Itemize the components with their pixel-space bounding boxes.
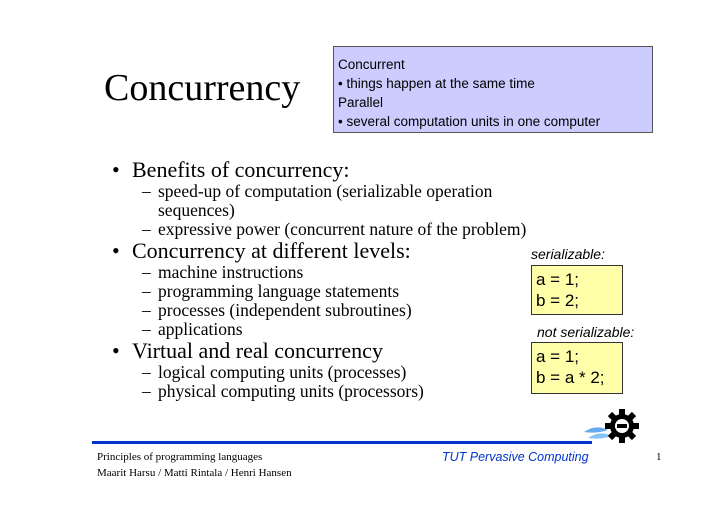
bullet-marker: •: [112, 238, 120, 263]
sub-bullet-item: [112, 382, 552, 401]
definition-line: • several computation units in one computer: [338, 114, 601, 129]
bullet-text: Concurrency at different levels:: [132, 238, 411, 263]
sub-bullet-text: applications: [158, 319, 243, 339]
bullet-item: [112, 239, 552, 263]
code-line: a = 1;: [536, 270, 580, 289]
sub-bullet-text: speed-up of computation (serializable operation sequences): [158, 181, 493, 220]
slide-title: Concurrency: [104, 67, 301, 109]
serializable-code-box: [531, 265, 623, 315]
definition-line: • things happen at the same time: [338, 76, 535, 91]
bullet-list: [112, 158, 552, 401]
sub-bullet-marker: –: [142, 262, 151, 282]
code-line: b = a * 2;: [536, 368, 605, 387]
sub-bullet-item: [112, 320, 552, 339]
sub-bullet-text: programming language statements: [158, 281, 400, 301]
footer-authors: Maarit Harsu / Matti Rintala / Henri Hansen: [97, 467, 292, 479]
footer-institution: TUT Pervasive Computing: [442, 450, 589, 464]
sub-bullet-marker: –: [142, 300, 151, 320]
sub-bullet-marker: –: [142, 181, 151, 201]
sub-bullet-text: expressive power (concurrent nature of the problem): [158, 219, 527, 239]
not-serializable-code-box: [531, 342, 623, 394]
code-line: b = 2;: [536, 291, 580, 310]
bullet-text: Benefits of concurrency:: [132, 157, 350, 182]
sub-bullet-item: [112, 282, 552, 301]
tut-gear-logo-icon: [582, 406, 642, 446]
sub-bullet-marker: –: [142, 381, 151, 401]
bullet-text: Virtual and real concurrency: [132, 338, 383, 363]
footer-credits: [97, 449, 292, 481]
page-number: 1: [656, 451, 662, 463]
sub-bullet-marker: –: [142, 319, 151, 339]
definition-box: [333, 46, 653, 133]
sub-bullet-item: [112, 301, 552, 320]
bullet-item: [112, 158, 552, 182]
footer-rule: [92, 441, 592, 444]
sub-bullet-marker: –: [142, 362, 151, 382]
sub-bullet-item: [112, 220, 552, 239]
sub-bullet-marker: –: [142, 281, 151, 301]
bullet-marker: •: [112, 338, 120, 363]
bullet-marker: •: [112, 157, 120, 182]
bullet-item: [112, 339, 552, 363]
sub-bullet-item: [112, 363, 552, 382]
code-line: a = 1;: [536, 347, 580, 366]
sub-bullet-item: [112, 182, 558, 220]
sub-bullet-marker: –: [142, 219, 151, 239]
definition-line: Concurrent: [338, 57, 405, 72]
definition-line: Parallel: [338, 95, 384, 110]
sub-bullet-item: [112, 263, 552, 282]
sub-bullet-text: physical computing units (processors): [158, 381, 424, 401]
footer-course: Principles of programming languages: [97, 451, 263, 463]
not-serializable-caption: not serializable:: [537, 324, 635, 340]
sub-bullet-text: processes (independent subroutines): [158, 300, 412, 320]
sub-bullet-text: machine instructions: [158, 262, 304, 282]
serializable-caption: serializable:: [531, 246, 605, 262]
sub-bullet-text: logical computing units (processes): [158, 362, 407, 382]
